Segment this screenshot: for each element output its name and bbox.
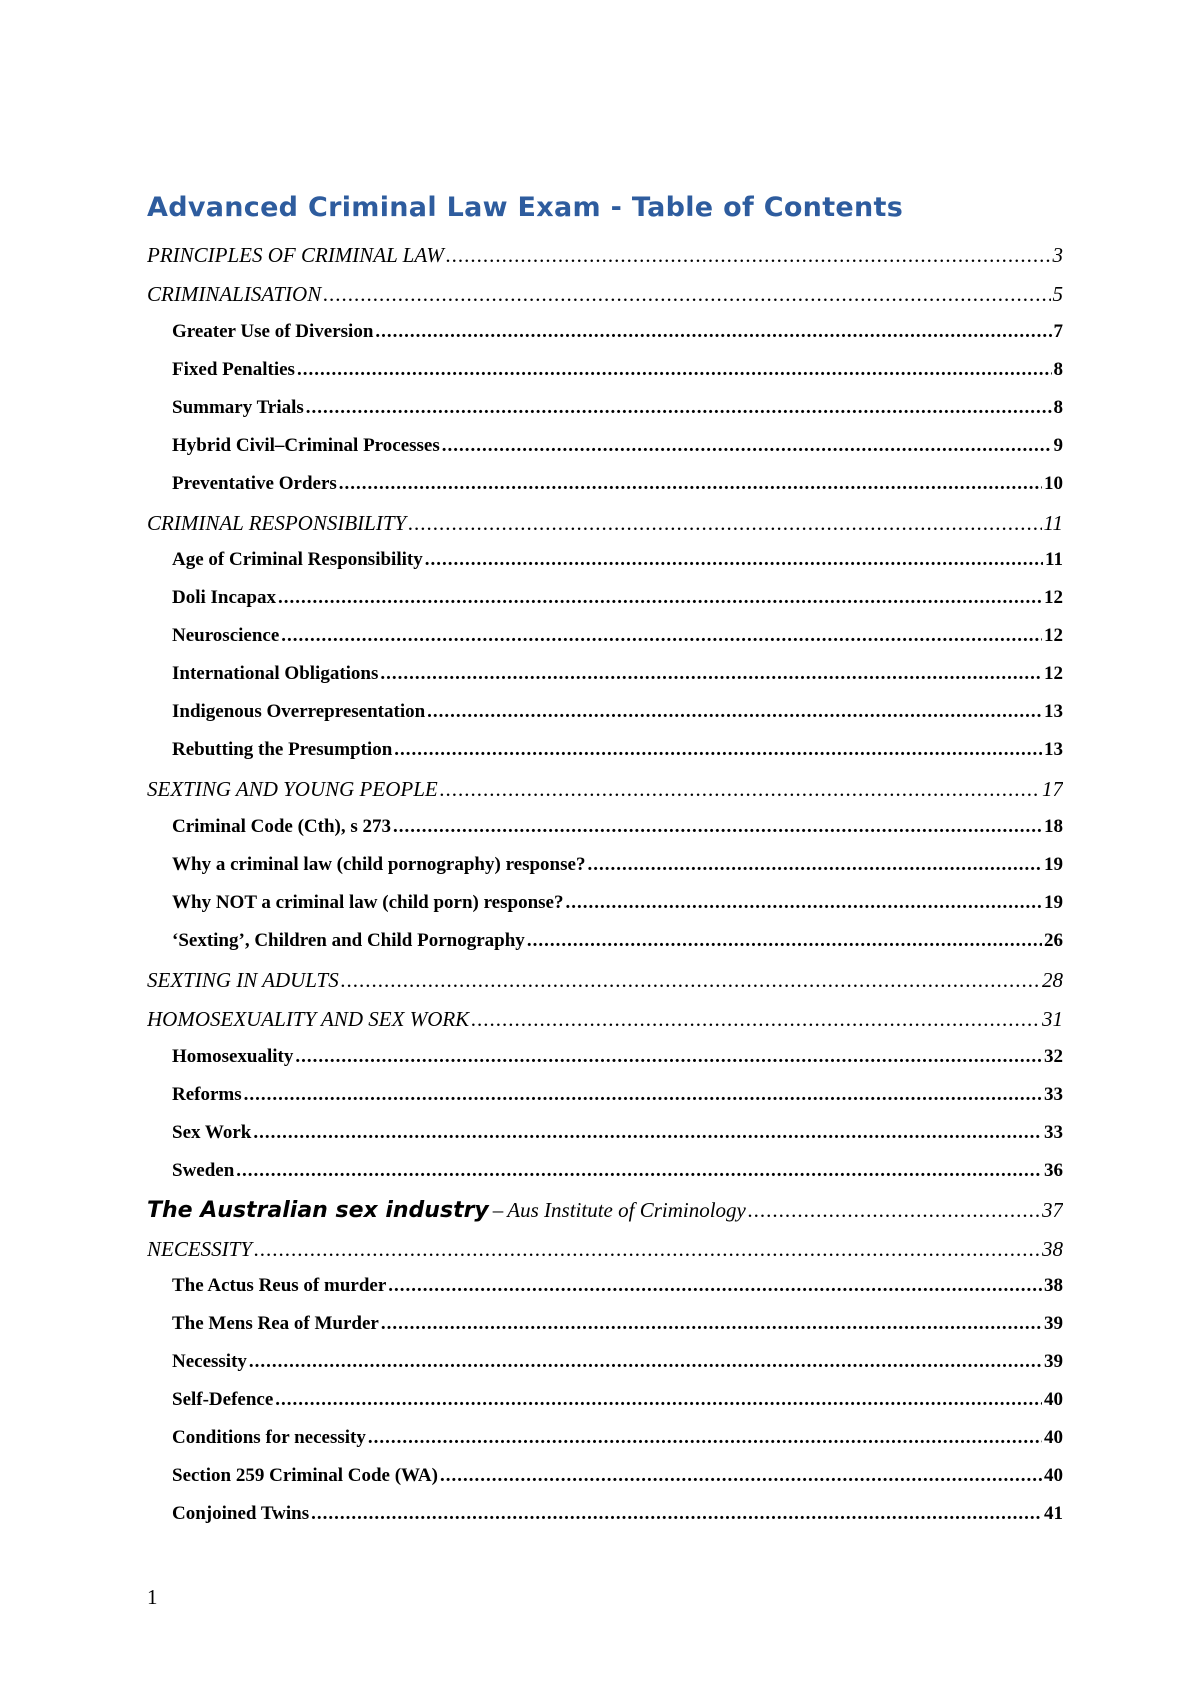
toc-page-number: 40 — [1044, 1427, 1063, 1449]
toc-dot-leader — [381, 1313, 1042, 1335]
toc-dot-leader — [393, 816, 1042, 838]
toc-entry-label: Section 259 Criminal Code (WA) — [172, 1465, 438, 1487]
toc-entry-label: Rebutting the Presumption — [172, 739, 393, 761]
table-of-contents — [147, 243, 1063, 1541]
toc-subheading-entry[interactable] — [147, 930, 1063, 968]
toc-page-number: 9 — [1053, 434, 1063, 456]
toc-entry-label: CRIMINALISATION — [147, 281, 322, 306]
toc-dot-leader — [427, 701, 1042, 723]
toc-subheading-entry[interactable] — [147, 1465, 1063, 1503]
toc-page-number: 12 — [1044, 625, 1063, 647]
toc-subheading-entry[interactable] — [147, 549, 1063, 587]
toc-entry-label: Conditions for necessity — [172, 1427, 366, 1449]
toc-subheading-entry[interactable] — [147, 701, 1063, 739]
toc-entry-label: PRINCIPLES OF CRIMINAL LAW — [147, 243, 444, 267]
toc-subheading-entry[interactable] — [147, 1503, 1063, 1541]
toc-entry-label: Neuroscience — [172, 625, 280, 647]
toc-page-number: 36 — [1044, 1159, 1063, 1181]
toc-entry-label: Indigenous Overrepresentation — [172, 701, 426, 723]
toc-page-number: 17 — [1042, 777, 1063, 802]
toc-entry-label: The Actus Reus of murder — [172, 1275, 387, 1297]
toc-page-number: 26 — [1044, 930, 1063, 952]
toc-heading-entry[interactable] — [147, 968, 1063, 1007]
toc-entry-label: The Mens Rea of Murder — [172, 1313, 379, 1335]
toc-page-number: 40 — [1044, 1465, 1063, 1487]
toc-heading-entry[interactable] — [147, 282, 1063, 321]
toc-dot-leader — [442, 435, 1052, 457]
toc-dot-leader — [380, 663, 1042, 685]
toc-heading-entry[interactable] — [147, 1237, 1063, 1276]
toc-entry-label: NECESSITY — [147, 1236, 253, 1261]
toc-dot-leader — [388, 1275, 1042, 1297]
toc-entry-label: Hybrid Civil–Criminal Processes — [172, 434, 440, 456]
toc-entry-label — [147, 1198, 746, 1223]
toc-heading-entry[interactable] — [147, 1007, 1063, 1046]
toc-entry-label: ‘Sexting’, Children and Child Pornography — [172, 930, 525, 952]
toc-dot-leader — [244, 1084, 1042, 1106]
toc-dot-leader — [249, 1351, 1042, 1373]
toc-page-number: 11 — [1043, 510, 1063, 535]
toc-page-number: 8 — [1053, 358, 1063, 380]
toc-subheading-entry[interactable] — [147, 625, 1063, 663]
toc-page-number: 13 — [1044, 701, 1063, 723]
toc-dot-leader — [446, 243, 1051, 268]
toc-entry-label: International Obligations — [172, 663, 379, 685]
toc-entry-label: Sweden — [172, 1159, 235, 1181]
toc-page-number: 31 — [1042, 1006, 1063, 1031]
toc-dot-leader — [306, 397, 1052, 419]
toc-page-number: 33 — [1044, 1121, 1063, 1143]
toc-dot-leader — [254, 1237, 1040, 1262]
page-number: 1 — [147, 1585, 158, 1609]
toc-dot-leader — [253, 1122, 1042, 1144]
toc-subheading-entry[interactable] — [147, 1160, 1063, 1198]
toc-entry-source: Aus Institute of Criminology — [507, 1197, 746, 1222]
toc-subheading-entry[interactable] — [147, 1046, 1063, 1084]
toc-dot-leader — [236, 1160, 1042, 1182]
toc-dot-leader — [311, 1503, 1042, 1525]
toc-dot-leader — [565, 892, 1042, 914]
toc-subheading-entry[interactable] — [147, 1313, 1063, 1351]
toc-dot-leader — [297, 359, 1052, 381]
toc-dot-leader — [587, 854, 1042, 876]
toc-page-number: 19 — [1044, 892, 1063, 914]
toc-page-number: 39 — [1044, 1313, 1063, 1335]
toc-heading-entry[interactable] — [147, 1198, 1063, 1237]
toc-entry-label: Preventative Orders — [172, 472, 337, 494]
toc-entry-label: SEXTING AND YOUNG PEOPLE — [147, 777, 438, 802]
toc-entry-label: CRIMINAL RESPONSIBILITY — [147, 510, 407, 535]
toc-heading-entry[interactable] — [147, 777, 1063, 816]
toc-page-number: 12 — [1044, 663, 1063, 685]
toc-dot-leader — [339, 473, 1042, 495]
toc-page-number: 8 — [1053, 396, 1063, 418]
toc-dot-leader — [341, 968, 1040, 993]
toc-entry-label: Greater Use of Diversion — [172, 320, 374, 342]
toc-entry-label: Summary Trials — [172, 396, 304, 418]
toc-heading-entry[interactable] — [147, 243, 1063, 282]
toc-page-number: 38 — [1042, 1236, 1063, 1261]
toc-page-number: 10 — [1044, 472, 1063, 494]
toc-entry-label: Reforms — [172, 1083, 242, 1105]
toc-dot-leader — [295, 1046, 1042, 1068]
toc-subheading-entry[interactable] — [147, 1351, 1063, 1389]
toc-entry-label: Why a criminal law (child pornography) response? — [172, 854, 586, 876]
toc-subheading-entry[interactable] — [147, 1122, 1063, 1160]
toc-page-number: 19 — [1044, 854, 1063, 876]
toc-entry-label: HOMOSEXUALITY AND SEX WORK — [147, 1006, 470, 1031]
toc-dot-leader — [527, 930, 1042, 952]
toc-dot-leader — [278, 587, 1042, 609]
toc-page-number: 18 — [1044, 816, 1063, 838]
toc-page-number: 3 — [1052, 243, 1063, 267]
toc-subheading-entry[interactable] — [147, 892, 1063, 930]
toc-entry-label: Age of Criminal Responsibility — [172, 549, 423, 571]
toc-subheading-entry[interactable] — [147, 854, 1063, 892]
toc-heading-entry[interactable] — [147, 511, 1063, 550]
toc-page-number: 5 — [1052, 281, 1063, 306]
toc-dot-leader — [440, 777, 1040, 802]
toc-subheading-entry[interactable] — [147, 1389, 1063, 1427]
toc-page-number: 12 — [1044, 587, 1063, 609]
toc-entry-label: Criminal Code (Cth), s 273 — [172, 816, 392, 838]
toc-subheading-entry[interactable] — [147, 1275, 1063, 1313]
toc-subheading-entry[interactable] — [147, 321, 1063, 359]
toc-dot-leader — [440, 1465, 1042, 1487]
toc-entry-label: Sex Work — [172, 1121, 252, 1143]
toc-subheading-entry[interactable] — [147, 473, 1063, 511]
toc-page-number: 11 — [1045, 549, 1063, 571]
toc-subheading-entry[interactable] — [147, 739, 1063, 777]
toc-page-number: 40 — [1044, 1389, 1063, 1411]
toc-dot-leader — [323, 282, 1050, 307]
toc-dot-leader — [394, 739, 1042, 761]
toc-subheading-entry[interactable] — [147, 1084, 1063, 1122]
toc-subheading-entry[interactable] — [147, 816, 1063, 854]
toc-page-number: 39 — [1044, 1351, 1063, 1373]
toc-page-number: 32 — [1044, 1045, 1063, 1067]
toc-entry-label: Doli Incapax — [172, 587, 276, 609]
toc-dot-leader — [281, 625, 1042, 647]
toc-dot-leader — [368, 1427, 1042, 1449]
toc-entry-label: SEXTING IN ADULTS — [147, 968, 339, 993]
toc-page-number: 28 — [1042, 968, 1063, 993]
toc-entry-label: Why NOT a criminal law (child porn) response? — [172, 892, 564, 914]
toc-dot-leader — [275, 1389, 1042, 1411]
toc-page-number: 37 — [1042, 1197, 1063, 1222]
toc-entry-title: The Australian sex industry — [147, 1197, 489, 1223]
page-title: Advanced Criminal Law Exam - Table of Contents — [147, 192, 904, 223]
toc-entry-label: Conjoined Twins — [172, 1503, 310, 1525]
toc-page-number: 41 — [1044, 1503, 1063, 1525]
toc-dot-leader — [375, 321, 1051, 343]
toc-page-number: 13 — [1044, 739, 1063, 761]
toc-dot-leader — [425, 549, 1043, 571]
toc-subheading-entry[interactable] — [147, 435, 1063, 473]
toc-page-number: 7 — [1053, 320, 1063, 342]
toc-entry-separator: – — [492, 1197, 504, 1222]
toc-subheading-entry[interactable] — [147, 587, 1063, 625]
toc-page-number: 33 — [1044, 1083, 1063, 1105]
toc-subheading-entry[interactable] — [147, 663, 1063, 701]
toc-page-number: 38 — [1044, 1275, 1063, 1297]
toc-subheading-entry[interactable] — [147, 359, 1063, 397]
toc-dot-leader — [408, 511, 1041, 536]
toc-subheading-entry[interactable] — [147, 397, 1063, 435]
toc-entry-label: Fixed Penalties — [172, 358, 295, 380]
toc-dot-leader — [748, 1198, 1040, 1223]
toc-subheading-entry[interactable] — [147, 1427, 1063, 1465]
toc-entry-label: Necessity — [172, 1351, 247, 1373]
toc-entry-label: Homosexuality — [172, 1045, 294, 1067]
toc-entry-label: Self-Defence — [172, 1389, 274, 1411]
toc-dot-leader — [471, 1007, 1040, 1032]
